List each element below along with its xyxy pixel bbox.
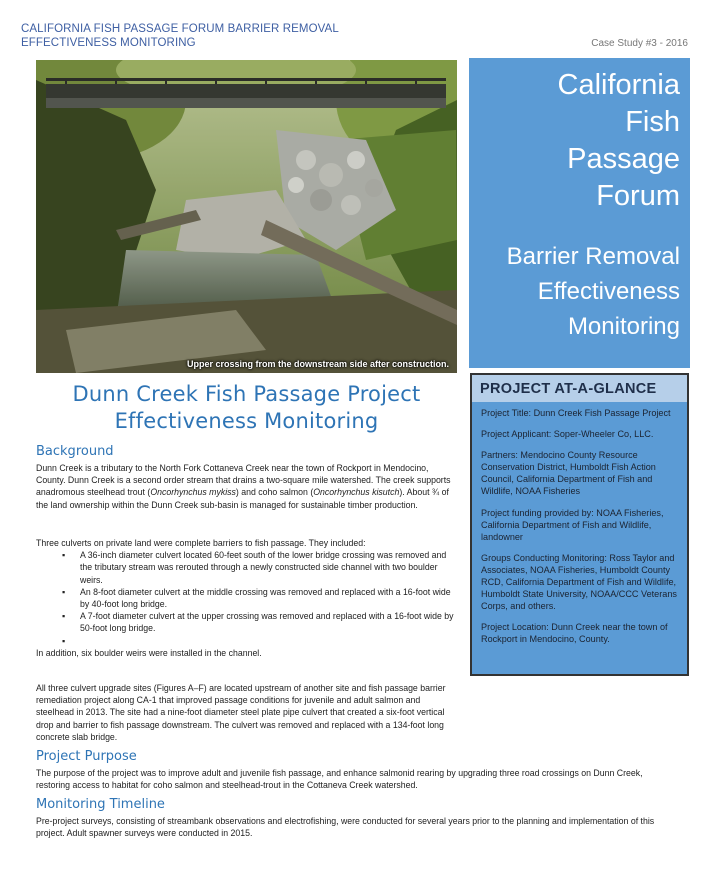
species-name-coho: Oncorhynchus kisutch [313, 487, 400, 498]
list-item-text: A 36-inch diameter culvert located 60-feet south of the lower bridge crossing was removed and the tributary stream was rerouted through a newly constructed side channel with two boulder weirs. [80, 550, 447, 585]
list-item-text: A 7-foot diameter culvert at the upper crossing was removed and replaced with a 16-foot wide by 50-foot long bridge. [80, 611, 454, 634]
glance-item-value: NOAA Fisheries, California Department of Fish and Wildlife, landowner [481, 507, 664, 542]
header-line-1: CALIFORNIA FISH PASSAGE FORUM BARRIER REMOVAL [21, 23, 339, 35]
page-title [36, 381, 457, 435]
glance-item [481, 449, 681, 497]
list-item [36, 549, 460, 586]
banner-forum-line: California [557, 69, 680, 101]
glance-item-label: Project Applicant: [481, 429, 552, 440]
banner-forum-line: Fish [625, 106, 680, 138]
bullet-icon: ▪ [62, 550, 66, 561]
glance-item [481, 428, 681, 440]
boulder-weirs-text: In addition, six boulder weirs were installed in the channel. [36, 647, 262, 658]
document-header [21, 22, 339, 50]
glance-item-value: Dunn Creek near the town of Rockport in Mendocino, County. [481, 622, 668, 645]
banner-sub-line: Monitoring [567, 313, 680, 340]
list-item [36, 635, 460, 647]
purpose-text: The purpose of the project was to improve adult and juvenile fish passage, and enhance salmonid rearing by upgrading three road crossings on Dunn Creek, restoring access to habitat for coho salmon and steelhead-trout in the Cottaneva Creek watershed. [36, 768, 643, 791]
project-at-a-glance-box [470, 373, 689, 676]
timeline-text: Pre-project surveys, consisting of streambank observations and electrofishing, were conducted for several years prior to the planning and implementation of this project. Adult spawner surveys were conducted in 2015. [36, 816, 655, 839]
banner-forum-line: Passage [567, 143, 680, 175]
banner-sub-line: Barrier Removal [506, 243, 680, 270]
purpose-heading: Project Purpose [36, 749, 137, 764]
page-title-line-2: Effectiveness Monitoring [114, 409, 379, 433]
background-paragraph-1 [36, 462, 460, 511]
species-name-steelhead: Oncorhynchus mykiss [150, 487, 236, 498]
glance-item-label: Project funding provided by: [481, 507, 594, 518]
glance-item-label: Project Location: [481, 622, 549, 633]
banner-sub-line: Effectiveness [537, 278, 680, 305]
banner-forum-name [469, 67, 680, 215]
glance-item [481, 507, 681, 543]
glance-item-value: Mendocino County Resource Conservation District, Humboldt Fish Action Council, California Department of Fish and Wildlife, NOAA Fisheries [481, 450, 656, 497]
background-text: Dunn Creek is a tributary to the North Fork Cottaneva Creek near the town of Rockport in Mendocino, County. Dunn Creek is a second order stream that drains a two-square mile watershed. The creek supports anadromous steelhead trout ( [36, 463, 451, 498]
culvert-list [36, 549, 460, 646]
bullet-icon: ▪ [62, 611, 66, 622]
list-item [36, 610, 460, 634]
banner-subtitle [469, 239, 680, 344]
case-study-label: Case Study #3 - 2016 [591, 38, 688, 49]
creek-photo [36, 60, 457, 373]
background-paragraph-2 [36, 537, 460, 659]
bullet-icon: ▪ [62, 635, 66, 646]
background-heading: Background [36, 444, 114, 459]
glance-item-label: Partners: [481, 450, 518, 461]
culverts-intro: Three culverts on private land were complete barriers to fish passage. They included: [36, 538, 366, 548]
background-text: ) and coho salmon ( [235, 487, 314, 498]
background-text: ). About ¾ of the land ownership within the Dunn Creek sub-basin is managed for sustainable timber production. [36, 487, 449, 510]
glance-title: PROJECT AT-A-GLANCE [472, 375, 687, 402]
glance-item-value: Dunn Creek Fish Passage Project [531, 408, 671, 418]
glance-item-value: Soper-Wheeler Co, LLC. [551, 429, 654, 440]
header-line-2: EFFECTIVENESS MONITORING [21, 37, 196, 49]
glance-item [481, 552, 681, 612]
list-item [36, 586, 460, 610]
banner-forum-line: Forum [596, 180, 680, 212]
glance-body [472, 402, 687, 646]
list-item-text: An 8-foot diameter culvert at the middle crossing was removed and replaced with a 16-foot wide by 40-foot long bridge. [80, 586, 451, 610]
creek-photo-image [36, 60, 457, 373]
page-title-line-1: Dunn Creek Fish Passage Project [72, 382, 421, 406]
glance-item [481, 407, 681, 419]
photo-caption: Upper crossing from the downstream side after construction. [186, 359, 449, 369]
glance-item [481, 621, 681, 645]
background-paragraph-4: All three culvert upgrade sites (Figures A–F) are located upstream of another site and fish passage barrier remediation project along CA-1 that improved passage conditions for juvenile and adult salmon and steelhead in 2013. The site had a nine-foot diameter steel plate pipe culvert that created a six-foot vertical drop and barrier to fish passage downstream. The culvert was removed and replaced with a 134-foot long concrete slab bridge. [36, 683, 446, 742]
bullet-icon: ▪ [62, 586, 66, 597]
glance-item-label: Project Title: [481, 408, 532, 418]
glance-item-label: Groups Conducting Monitoring: [481, 552, 607, 563]
timeline-heading: Monitoring Timeline [36, 797, 165, 812]
forum-banner [469, 58, 690, 368]
glance-item-value: Ross Taylor and Associates, NOAA Fisheries, Humboldt County RCD, California Department of Fish and Wildlife, Humboldt State University, NOAA/CCC Veterans Corps, and others. [481, 552, 677, 612]
